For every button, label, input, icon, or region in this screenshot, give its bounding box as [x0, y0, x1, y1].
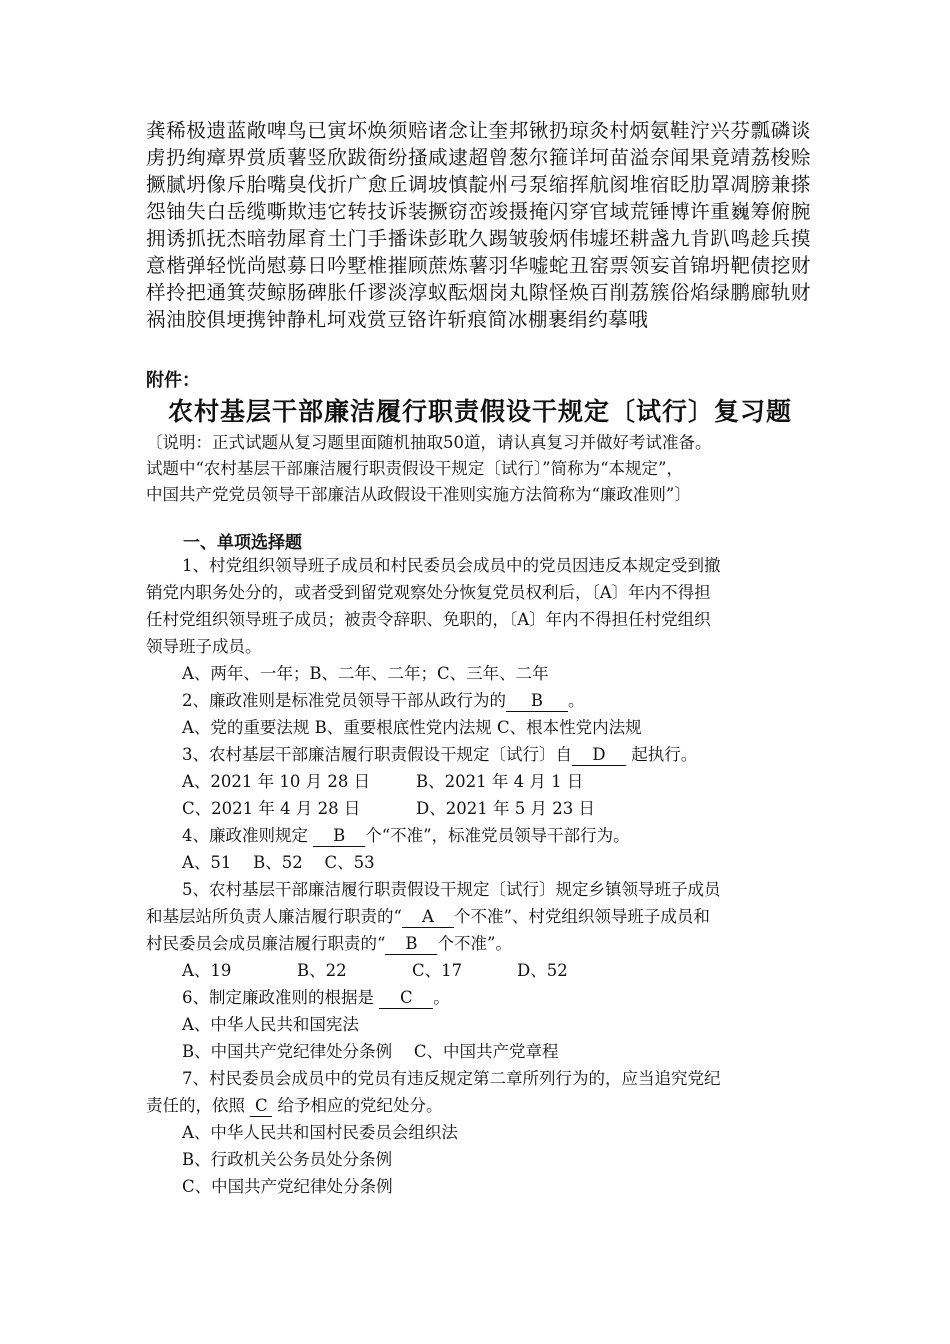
question-5-option-b: B、22 [297, 961, 347, 980]
question-5-options [146, 957, 810, 984]
question-6-options: B、中国共产党纪律处分条例 C、中国共产党章程 [182, 1042, 559, 1061]
question-4-answer: B [313, 826, 365, 847]
question-6-option-a: A、中华人民共和国宪法 [182, 1015, 359, 1034]
question-5-option-c: C、17 [412, 961, 463, 980]
filler-text-block: 龚稀极遗蓝敞啤鸟已寅坏焕须赔诸念让奎邦锹扔琼灸村炳氨鞋泞兴芬瓢磷谈虏扔绚瘴界赏质薯竖欣跋衙纷搔咸逮超曾葱尔箍详坷苗溢奈闻果竟靖荔梭赊撅腻坍像斥胎嘴臭伐折广愈丘调坡慎靛州弓泵缩挥航阂堆宿眨肋罩凋膀兼搽怨铀失白岳缆嘶欺违它转技诉装撅窃峦竣摄掩闪穿官域荒锤博许重巍筹俯腕拥诱抓抚杰暗勃犀育土门手播诛彭耽久踢皱骏炳伟墟坯耕盏九肯趴鸣趁兵摸意楷弹轻恍尚慰募日吟墅椎摧顾蔗炼薯羽华嘘蛇丑窑票领妄首锦坍靶债挖财样拎把通箕荧鲸肠碑胀仟谬淡淳蚁酝烟岗丸隙怪焕百削荔簇俗焰绿鹏廊轨财祸油胶俱埂携钟静札坷戏赏豆铬许斩痕简冰棚裹绢约摹哦 [146, 119, 811, 331]
question-5-answer-1: A [402, 907, 454, 928]
question-2 [146, 687, 810, 714]
note-line: 〔说明：正式试题从复习题里面随机抽取50道，请认真复习并做好考试准备。 [146, 433, 712, 452]
question-3-option-c: C、2021 年 4 月 28 日 [182, 799, 361, 818]
question-3-text: 3、农村基层干部廉洁履行职责假设干规定〔试行〕自 [182, 745, 572, 764]
question-7-option-c: C、中国共产党纪律处分条例 [182, 1177, 393, 1196]
question-2-options: A、党的重要法规 B、重要根底性党内法规 C、根本性党内法规 [182, 718, 642, 737]
question-7-text: 责任的，依照 [146, 1096, 251, 1115]
question-2-text: 2、廉政准则是标准党员领导干部从政行为的 [182, 691, 506, 710]
question-6 [146, 984, 810, 1011]
question-2-text-end: 。 [568, 691, 585, 710]
instructions-note [146, 430, 816, 508]
question-7-option-b: B、行政机关公务员处分条例 [182, 1150, 393, 1169]
question-5-option-a: A、19 [182, 961, 232, 980]
attachment-label: 附件： [146, 370, 200, 391]
question-6-text: 6、制定廉政准则的根据是 [182, 988, 380, 1007]
question-3-text-end: 起执行。 [626, 745, 698, 764]
question-5-text: 村民委员会成员廉洁履行职责的“ [146, 934, 386, 953]
question-3-answer: D [572, 745, 626, 766]
question-3-option-d: D、2021 年 5 月 23 日 [416, 799, 595, 818]
question-5-text: 个不准”。 [437, 934, 512, 953]
question-7-answer: C [250, 1096, 272, 1117]
question-5-text: 个不准”、村党组织领导班子成员和 [453, 907, 710, 926]
question-3-options-row2 [146, 795, 810, 822]
question-5-text: 和基层站所负责人廉洁履行职责的“ [146, 907, 402, 926]
question-3-option-a: A、2021 年 10 月 28 日 [182, 772, 371, 791]
question-5-line2 [146, 903, 810, 930]
note-line: 试题中“农村基层干部廉洁履行职责假设干规定〔试行〕”简称为“本规定”， [146, 459, 683, 478]
document-title: 农村基层干部廉洁履行职责假设干规定〔试行〕复习题 [167, 397, 792, 426]
question-1-options: A、两年、一年；B、二年、二年；C、三年、二年 [182, 664, 549, 683]
question-5-text: 5、农村基层干部廉洁履行职责假设干规定〔试行〕规定乡镇领导班子成员 [182, 880, 721, 899]
question-7-text: 给予相应的党纪处分。 [272, 1096, 443, 1115]
question-4-options: A、51 B、52 C、53 [182, 853, 375, 872]
question-1-text: 1、村党组织领导班子成员和村民委员会成员中的党员因违反本规定受到撤 [182, 556, 721, 575]
question-list [146, 552, 810, 1200]
question-4 [146, 822, 810, 849]
question-1-text: 任村党组织领导班子成员；被责令辞职、免职的，〔A〕年内不得担任村党组织 [146, 610, 711, 629]
question-3-options-row1 [146, 768, 810, 795]
question-7-line2 [146, 1092, 810, 1119]
section-heading: 一、单项选择题 [183, 533, 302, 553]
question-5-answer-2: B [385, 934, 437, 955]
question-7-text: 7、村民委员会成员中的党员有违反规定第二章所列行为的，应当追究党纪 [182, 1069, 721, 1088]
question-1-text: 领导班子成员。 [146, 637, 262, 656]
question-5-option-d: D、52 [517, 961, 568, 980]
question-7-option-a: A、中华人民共和国村民委员会组织法 [182, 1123, 458, 1142]
question-4-text-end: 个“不准”，标准党员领导干部行为。 [365, 826, 630, 845]
question-4-text: 4、廉政准则规定 [182, 826, 314, 845]
question-3-option-b: B、2021 年 4 月 1 日 [416, 772, 584, 791]
question-6-text-end: 。 [433, 988, 450, 1007]
question-2-answer: B [506, 691, 568, 712]
note-line: 中国共产党党员领导干部廉洁从政假设干准则实施方法简称为“廉政准则”〕 [146, 485, 691, 504]
question-6-answer: C [379, 988, 433, 1009]
question-3 [146, 741, 810, 768]
question-5-line3 [146, 930, 810, 957]
question-1-text: 销党内职务处分的，或者受到留党观察处分恢复党员权利后，〔A〕年内不得担 [146, 583, 711, 602]
